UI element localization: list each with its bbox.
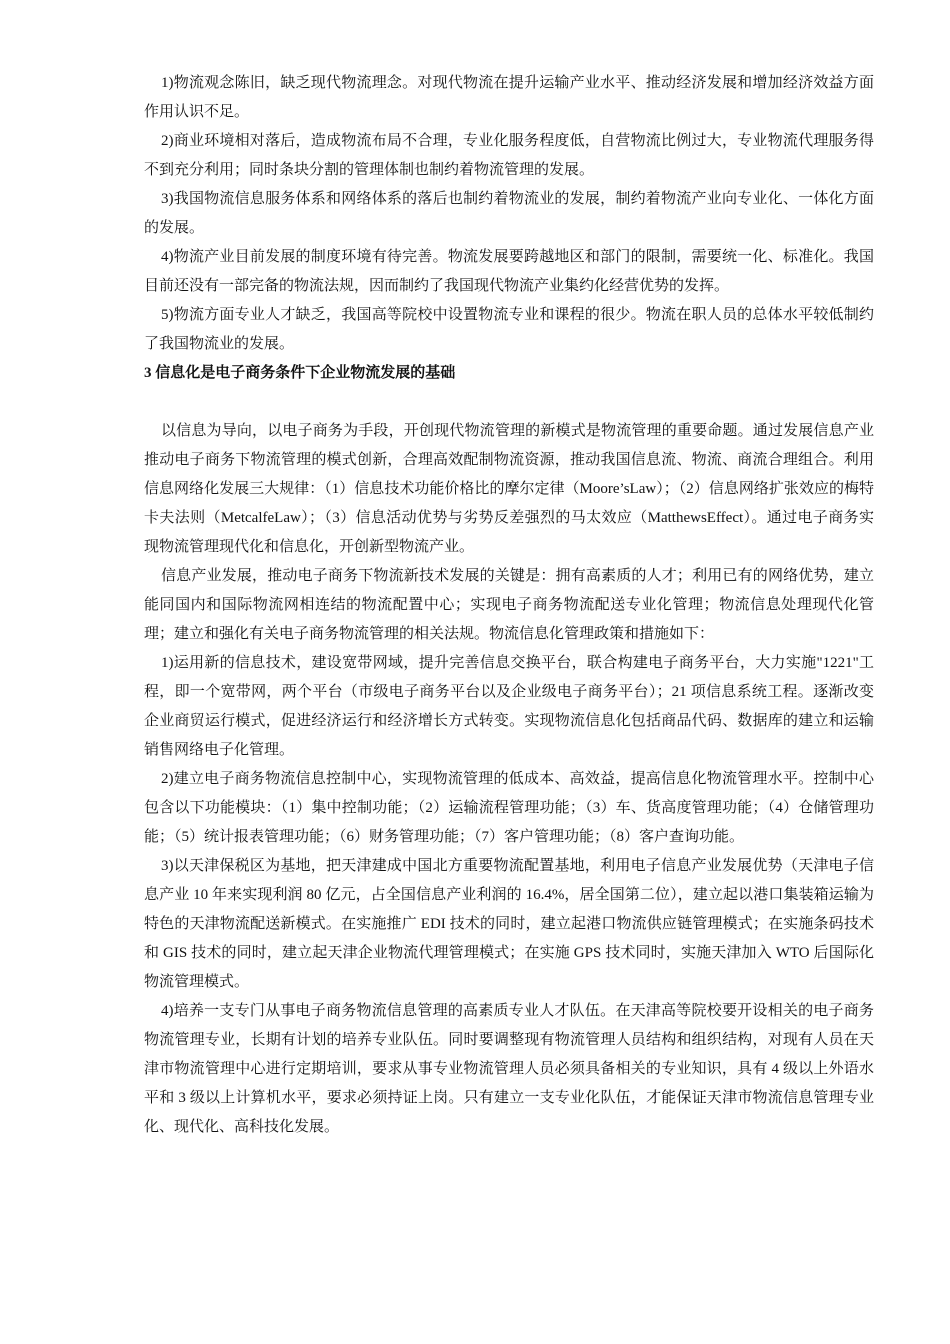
list-item: 2)商业环境相对落后，造成物流布局不合理，专业化服务程度低，自营物流比例过大，专业物流代理服务得不到充分利用；同时条块分割的管理体制也制约着物流管理的发展。	[144, 133, 874, 178]
list-item: 1)运用新的信息技术，建设宽带网域，提升完善信息交换平台，联合构建电子商务平台，大力实施"1221"工程，即一个宽带网，两个平台（市级电子商务平台以及企业级电子商务平台）；21 项信息系统工程。逐渐改变企业商贸运行模式，促进经济运行和经济增长方式转变。实现物流信息化包括商品代码、数据库的建立和运输销售网络电子化管理。	[144, 655, 874, 758]
paragraph-key: 信息产业发展，推动电子商务下物流新技术发展的关键是：拥有高素质的人才；利用已有的网络优势，建立能同国内和国际物流网相连结的物流配置中心；实现电子商务物流配送专业化管理；物流信息处理现代化管理；建立和强化有关电子商务物流管理的相关法规。物流信息化管理政策和措施如下：	[144, 568, 874, 642]
list-item: 4)培养一支专门从事电子商务物流信息管理的高素质专业人才队伍。在天津高等院校要开设相关的电子商务物流管理专业，长期有计划的培养专业队伍。同时要调整现有物流管理人员结构和组织结构，对现有人员在天津市物流管理中心进行定期培训，要求从事专业物流管理人员必须具备相关的专业知识，具有 4 级以上外语水平和 3 级以上计算机水平，要求必须持证上岗。只有建立一支专业化队伍，才能保证天津市物流信息管理专业化、现代化、高科技化发展。	[144, 1003, 874, 1135]
document-page	[144, 69, 874, 1142]
list-item: 2)建立电子商务物流信息控制中心，实现物流管理的低成本、高效益，提高信息化物流管理水平。控制中心包含以下功能模块：（1）集中控制功能；（2）运输流程管理功能；（3）车、货高度管理功能；（4）仓储管理功能；（5）统计报表管理功能；（6）财务管理功能；（7）客户管理功能；（8）客户查询功能。	[144, 771, 874, 845]
spacer	[144, 388, 874, 417]
list-item: 5)物流方面专业人才缺乏，我国高等院校中设置物流专业和课程的很少。物流在职人员的总体水平较低制约了我国物流业的发展。	[144, 307, 874, 352]
list-item: 3)以天津保税区为基地，把天津建成中国北方重要物流配置基地，利用电子信息产业发展优势（天津电子信息产业 10 年来实现利润 80 亿元，占全国信息产业利润的 16.4%，居全国第二位），建立起以港口集装箱运输为特色的天津物流配送新模式。在实施推广 EDI 技术的同时，建立起港口物流供应链管理模式；在实施条码技术和 GIS 技术的同时，建立起天津企业物流代理管理模式；在实施 GPS 技术同时，实施天津加入 WTO 后国际化物流管理模式。	[144, 858, 874, 990]
paragraph-intro: 以信息为导向，以电子商务为手段，开创现代物流管理的新模式是物流管理的重要命题。通过发展信息产业推动电子商务下物流管理的模式创新，合理高效配制物流资源，推动我国信息流、物流、商流合理组合。利用信息网络化发展三大规律：（1）信息技术功能价格比的摩尔定律（Moore’sLaw）；（2）信息网络扩张效应的梅特卡夫法则（MetcalfeLaw）；（3）信息活动优势与劣势反差强烈的马太效应（MatthewsEffect）。通过电子商务实现物流管理现代化和信息化，开创新型物流产业。	[144, 423, 874, 555]
section-heading: 3 信息化是电子商务条件下企业物流发展的基础	[144, 365, 456, 381]
list-item: 1)物流观念陈旧，缺乏现代物流理念。对现代物流在提升运输产业水平、推动经济发展和增加经济效益方面作用认识不足。	[144, 75, 874, 120]
list-item: 3)我国物流信息服务体系和网络体系的落后也制约着物流业的发展，制约着物流产业向专业化、一体化方面的发展。	[144, 191, 874, 236]
list-item: 4)物流产业目前发展的制度环境有待完善。物流发展要跨越地区和部门的限制，需要统一化、标准化。我国目前还没有一部完备的物流法规，因而制约了我国现代物流产业集约化经营优势的发挥。	[144, 249, 874, 294]
